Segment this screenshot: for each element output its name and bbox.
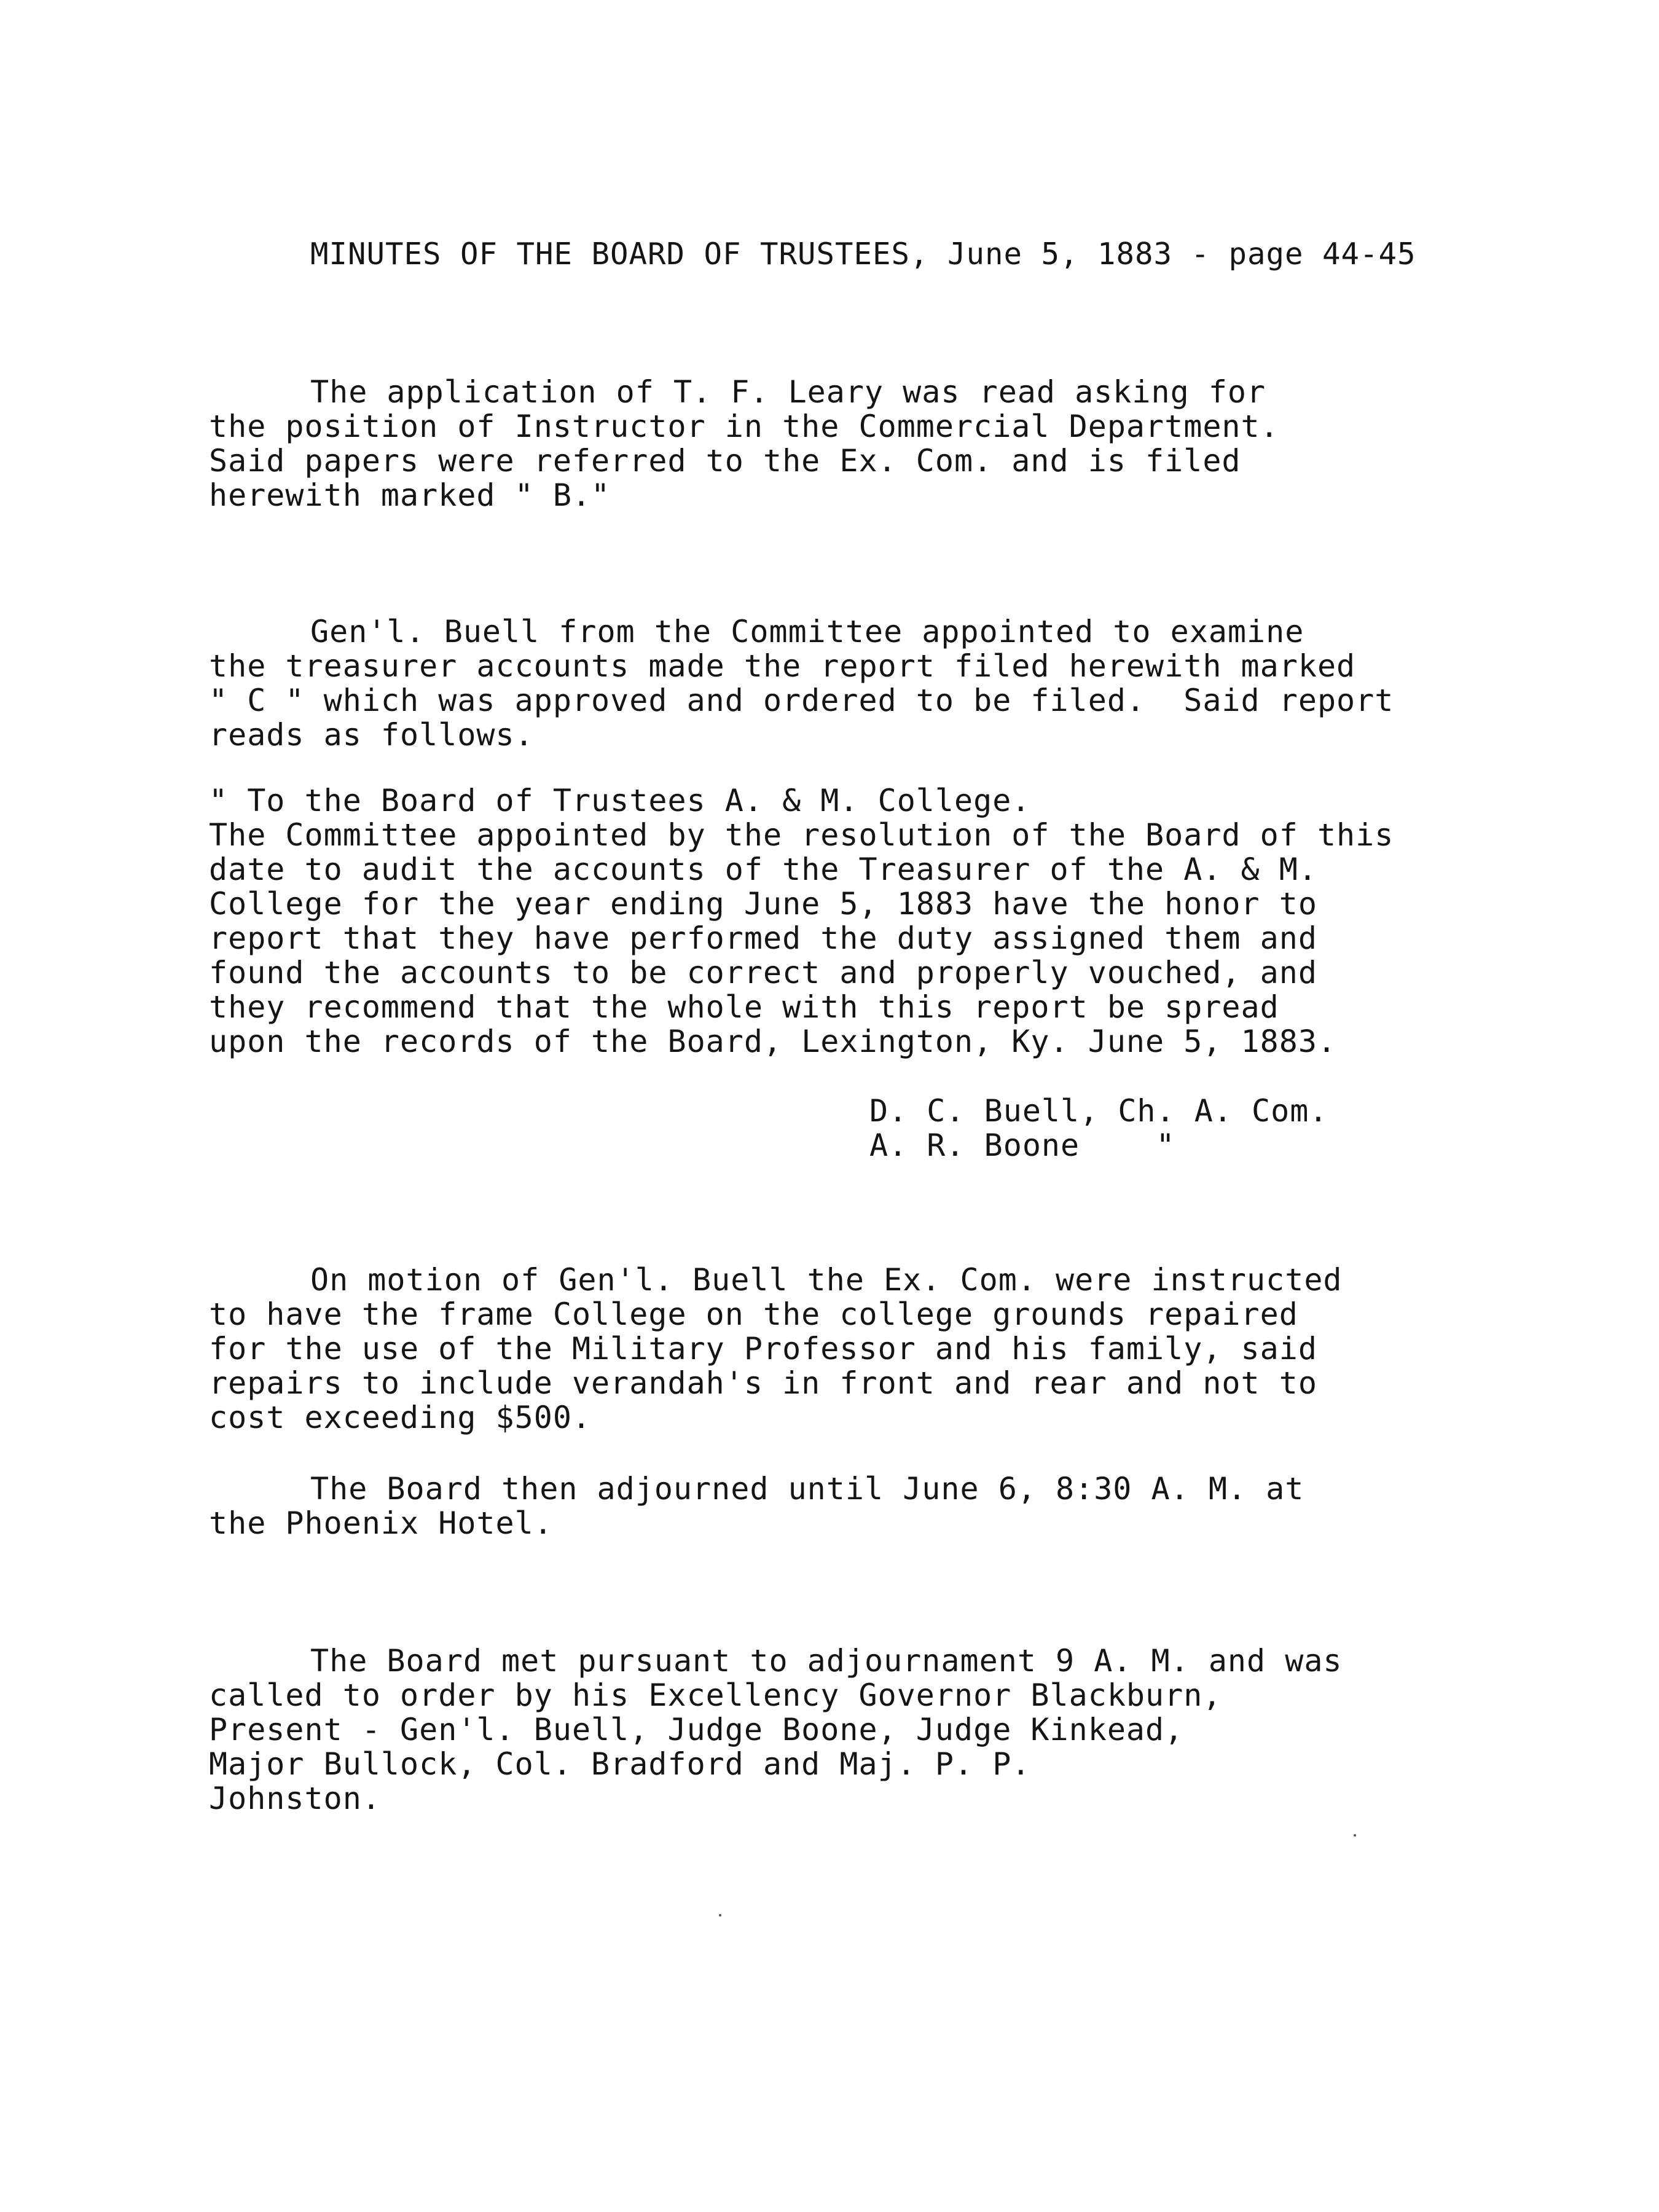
text-line: reads as follows.: [209, 717, 534, 753]
paragraph-adjourned: [209, 1472, 1304, 1540]
page-header: MINUTES OF THE BOARD OF TRUSTEES, June 5, 1883 - page 44-45: [310, 237, 1416, 272]
text-line: herewith marked " B.": [209, 477, 611, 513]
paragraph-leary-application: [209, 375, 1279, 512]
signature-line: A. R. Boone ": [869, 1128, 1175, 1163]
paragraph-board-met: [209, 1644, 1343, 1816]
text-line: report that they have performed the duty assigned them and: [209, 920, 1317, 956]
signature-block: [869, 1094, 1328, 1163]
scan-speck: [719, 1914, 721, 1916]
text-line: Johnston.: [209, 1781, 381, 1816]
text-line: College for the year ending June 5, 1883 have the honor to: [209, 886, 1317, 922]
text-line: The application of T. F. Leary was read asking for: [310, 374, 1266, 410]
scan-speck: [1354, 1834, 1356, 1837]
text-line: to have the frame College on the college grounds repaired: [209, 1296, 1298, 1332]
text-line: the treasurer accounts made the report filed herewith marked: [209, 648, 1356, 684]
text-line: Present - Gen'l. Buell, Judge Boone, Judge Kinkead,: [209, 1712, 1184, 1747]
text-line: Gen'l. Buell from the Committee appointed to examine: [310, 614, 1304, 649]
text-line: called to order by his Excellency Governor Blackburn,: [209, 1677, 1222, 1713]
text-line: date to audit the accounts of the Treasurer of the A. & M.: [209, 852, 1317, 887]
text-line: The Board then adjourned until June 6, 8:30 A. M. at: [310, 1471, 1304, 1507]
paragraph-committee-letter: [209, 783, 1394, 1059]
text-line: The Committee appointed by the resolution of the Board of this: [209, 817, 1394, 853]
text-line: The Board met pursuant to adjournament 9 A. M. and was: [310, 1643, 1343, 1679]
paragraph-buell-report: [209, 614, 1394, 752]
text-line: upon the records of the Board, Lexington, Ky. June 5, 1883.: [209, 1024, 1337, 1059]
text-line: On motion of Gen'l. Buell the Ex. Com. were instructed: [310, 1262, 1343, 1298]
text-line: repairs to include verandah's in front and rear and not to: [209, 1365, 1317, 1401]
paragraph-motion: [209, 1263, 1343, 1435]
text-line: the position of Instructor in the Commercial Department.: [209, 409, 1279, 444]
text-line: the Phoenix Hotel.: [209, 1505, 553, 1541]
text-line: " To the Board of Trustees A. & M. College.: [209, 783, 1031, 818]
text-line: Said papers were referred to the Ex. Com. and is filed: [209, 443, 1241, 479]
signature-line: D. C. Buell, Ch. A. Com.: [869, 1093, 1328, 1129]
text-line: Major Bullock, Col. Bradford and Maj. P. P.: [209, 1746, 1031, 1782]
text-line: " C " which was approved and ordered to be filed. Said report: [209, 683, 1394, 718]
text-line: cost exceeding $500.: [209, 1400, 592, 1435]
text-line: found the accounts to be correct and properly vouched, and: [209, 955, 1317, 990]
text-line: for the use of the Military Professor and his family, said: [209, 1331, 1317, 1367]
text-line: they recommend that the whole with this report be spread: [209, 989, 1279, 1025]
